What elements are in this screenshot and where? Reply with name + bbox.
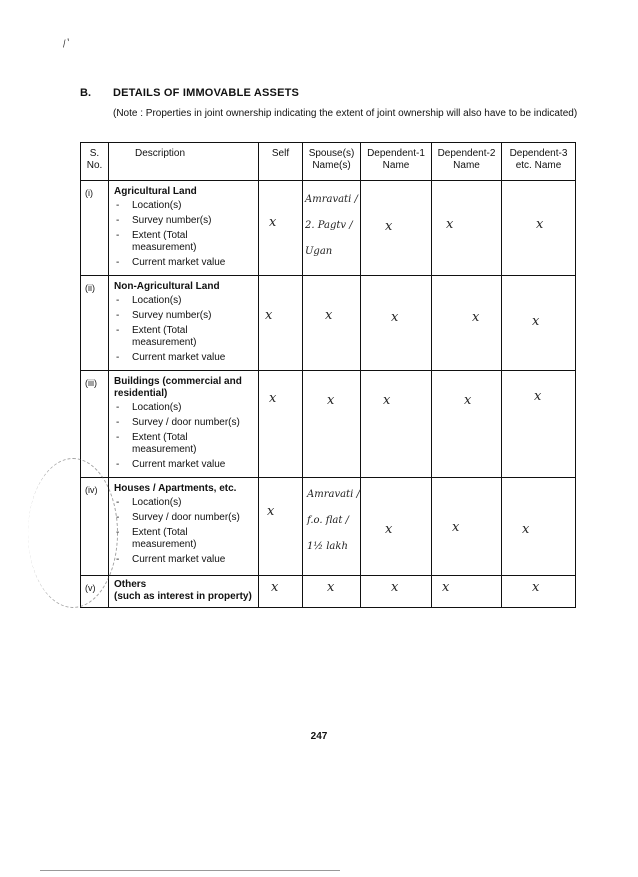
row-description: [109, 371, 259, 478]
dependent-2-cell: [432, 478, 502, 576]
row-heading: Others: [114, 579, 147, 590]
handwritten-mark: x: [267, 504, 275, 519]
dependent-2-cell: [432, 371, 502, 478]
handwritten-mark: x: [269, 215, 277, 230]
row-heading: Houses / Apartments, etc.: [114, 483, 237, 494]
list-item: - Survey / door number(s): [114, 512, 254, 524]
spouse-cell: [303, 276, 361, 371]
row-number: (iv): [81, 478, 109, 576]
self-cell: [259, 276, 303, 371]
list-item: - Current market value: [114, 459, 254, 471]
handwritten-mark: x: [385, 522, 393, 537]
row-heading: Non-Agricultural Land: [114, 281, 220, 292]
table-header-row: [81, 143, 576, 181]
dependent-2-cell: [432, 276, 502, 371]
row-description: [109, 576, 259, 608]
spouse-cell: [303, 478, 361, 576]
header-dependent-1: Dependent-1 Name: [361, 143, 432, 181]
handwritten-mark: x: [391, 580, 399, 595]
self-cell: [259, 181, 303, 276]
header-sno: S. No.: [81, 143, 109, 181]
handwritten-entry: Amravati / 2. Pagtv / Ugan: [305, 194, 358, 257]
header-self: Self: [259, 143, 303, 181]
dependent-2-cell: [432, 576, 502, 608]
handwritten-mark: x: [452, 520, 460, 535]
handwritten-mark: x: [269, 391, 277, 406]
dependent-1-cell: [361, 181, 432, 276]
row-number: (ii): [81, 276, 109, 371]
list-item: - Survey / door number(s): [114, 417, 254, 429]
header-description: Description: [109, 143, 259, 181]
page-number: 247: [310, 731, 328, 742]
handwritten-mark: x: [383, 393, 391, 408]
header-spouse: Spouse(s) Name(s): [303, 143, 361, 181]
handwritten-mark: x: [472, 310, 480, 325]
immovable-assets-table: [80, 142, 576, 608]
list-item: - Survey number(s): [114, 215, 254, 227]
list-item: - Location(s): [114, 402, 254, 414]
list-item: - Location(s): [114, 497, 254, 509]
spouse-cell: [303, 181, 361, 276]
handwritten-entry: Amravati / f.o. flat / 1½ lakh: [307, 489, 360, 552]
handwritten-mark: x: [391, 310, 399, 325]
spouse-cell: [303, 576, 361, 608]
row-description: [109, 276, 259, 371]
dependent-1-cell: [361, 576, 432, 608]
list-item: - Current market value: [114, 352, 254, 364]
self-cell: [259, 371, 303, 478]
handwritten-mark: x: [385, 219, 393, 234]
corner-scribble: ∕ ′: [62, 37, 73, 50]
header-dependent-2: Dependent-2 Name: [432, 143, 502, 181]
handwritten-mark: x: [271, 580, 279, 595]
handwritten-mark: x: [265, 308, 273, 323]
list-item: - Location(s): [114, 295, 254, 307]
list-item: - Current market value: [114, 554, 254, 566]
list-item: - Extent (Total measurement): [114, 527, 254, 551]
table-row: [81, 576, 576, 608]
row-heading: Agricultural Land: [114, 186, 197, 197]
self-cell: [259, 576, 303, 608]
list-item: - Survey number(s): [114, 310, 254, 322]
row-number: (v): [81, 576, 109, 608]
dependent-3-cell: [502, 478, 576, 576]
handwritten-mark: x: [532, 314, 540, 329]
handwritten-mark: x: [442, 580, 450, 595]
handwritten-mark: x: [325, 308, 333, 323]
list-item: - Extent (Total measurement): [114, 325, 254, 349]
page-edge-line: [40, 870, 340, 871]
table-row: [81, 478, 576, 576]
row-heading: Buildings (commercial and residential): [114, 376, 242, 399]
table-row: [81, 276, 576, 371]
handwritten-mark: x: [536, 217, 544, 232]
handwritten-mark: x: [327, 393, 335, 408]
handwritten-mark: x: [532, 580, 540, 595]
handwritten-mark: x: [534, 389, 542, 404]
section-note: (Note : Properties in joint ownership indicating the extent of joint ownership will also have to be indicated): [113, 108, 578, 119]
dependent-3-cell: [502, 276, 576, 371]
handwritten-mark: x: [522, 522, 530, 537]
dependent-3-cell: [502, 181, 576, 276]
spouse-cell: [303, 371, 361, 478]
handwritten-mark: x: [446, 217, 454, 232]
self-cell: [259, 478, 303, 576]
row-number: (iii): [81, 371, 109, 478]
handwritten-mark: x: [327, 580, 335, 595]
list-item: - Location(s): [114, 200, 254, 212]
section-number: B.: [80, 87, 91, 99]
dependent-3-cell: [502, 371, 576, 478]
list-item: - Extent (Total measurement): [114, 230, 254, 254]
dependent-1-cell: [361, 276, 432, 371]
official-seal-stamp: [28, 458, 118, 608]
dependent-2-cell: [432, 181, 502, 276]
dependent-1-cell: [361, 478, 432, 576]
header-dependent-3: Dependent-3 etc. Name: [502, 143, 576, 181]
dependent-1-cell: [361, 371, 432, 478]
row-description: [109, 181, 259, 276]
section-title: DETAILS OF IMMOVABLE ASSETS: [113, 87, 300, 99]
list-item: - Current market value: [114, 257, 254, 269]
row-description: [109, 478, 259, 576]
dependent-3-cell: [502, 576, 576, 608]
table-row: [81, 371, 576, 478]
list-item: - Extent (Total measurement): [114, 432, 254, 456]
row-number: (i): [81, 181, 109, 276]
row-subheading: (such as interest in property): [114, 591, 252, 602]
table-row: [81, 181, 576, 276]
handwritten-mark: x: [464, 393, 472, 408]
